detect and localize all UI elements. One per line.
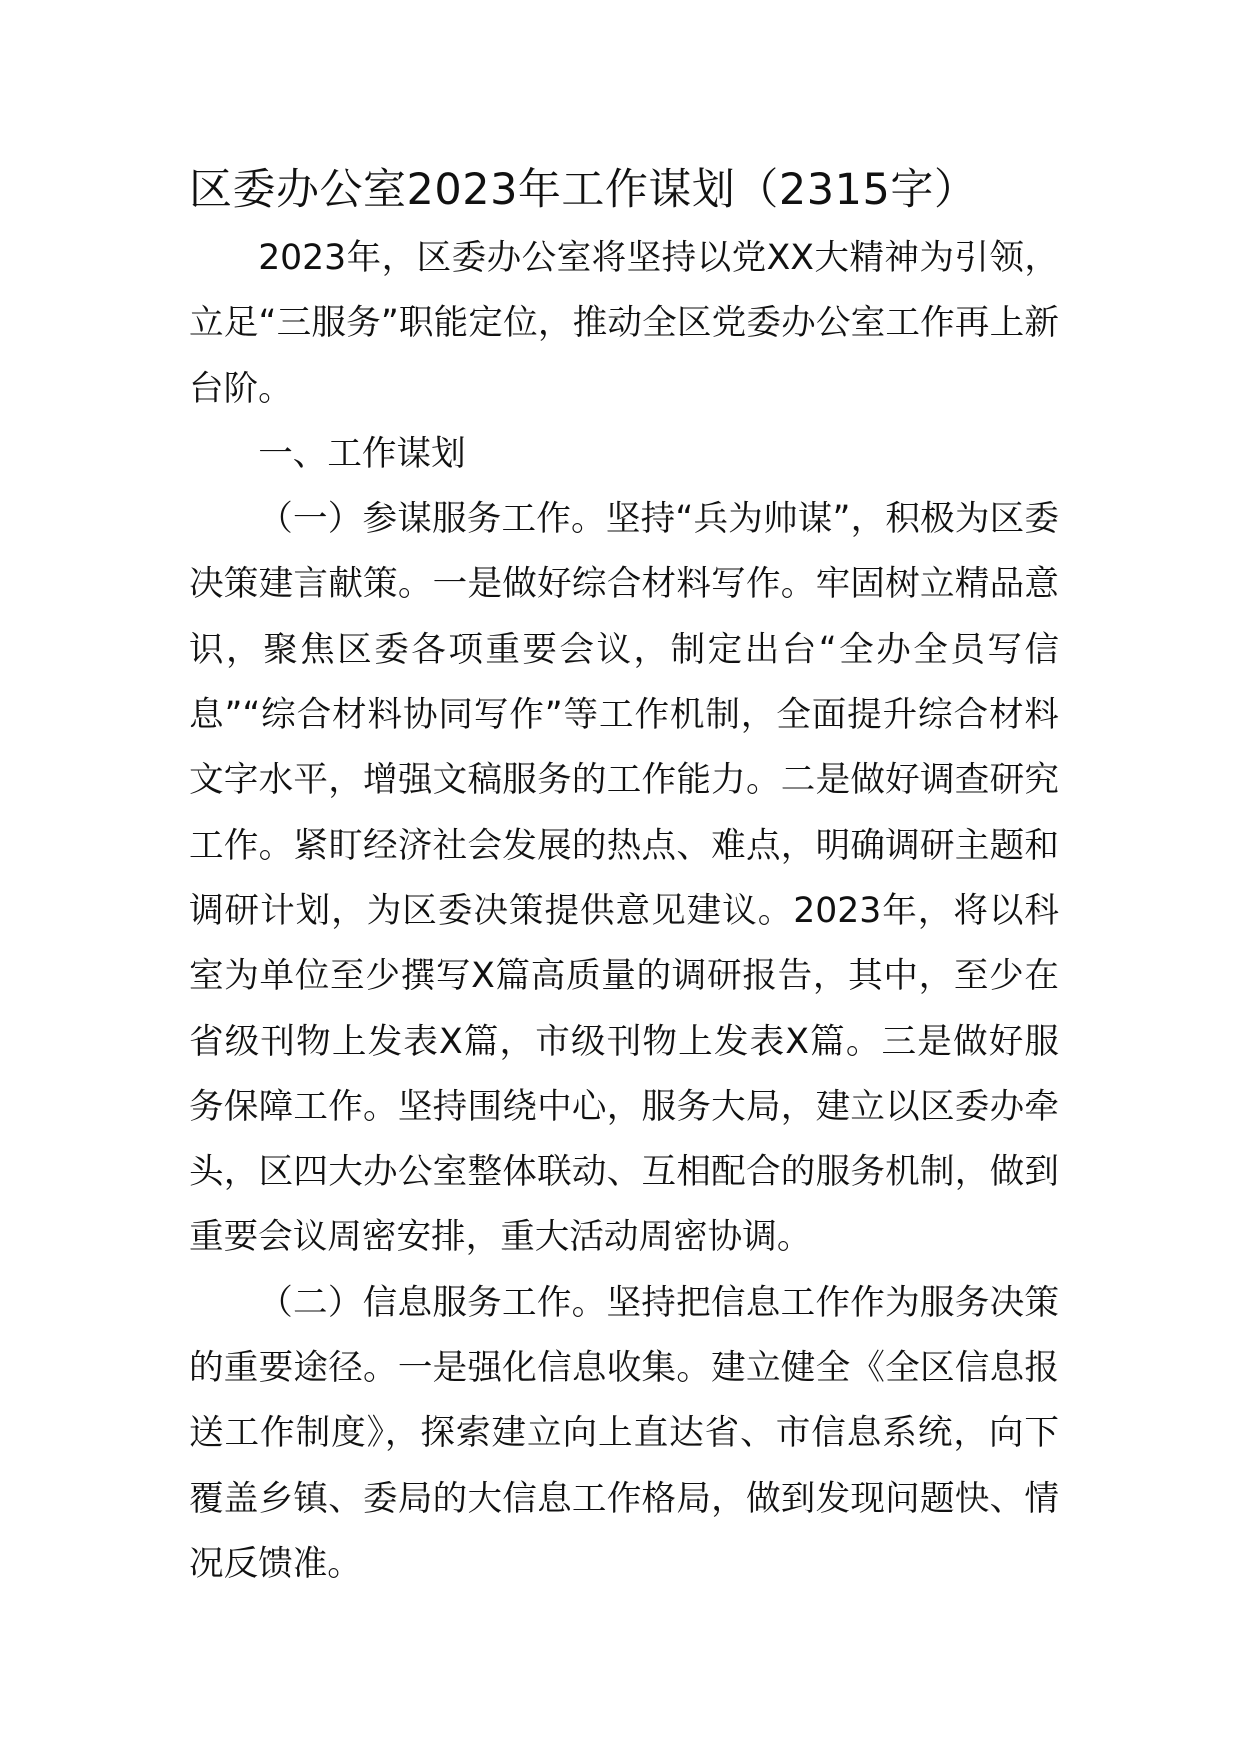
section-heading: 一、工作谋划	[258, 433, 466, 474]
document-body	[189, 158, 1059, 1597]
document-title: 区委办公室2023年工作谋划（2315字）	[189, 165, 978, 215]
intro-paragraph: 2023年，区委办公室将坚持以党XX大精神为引领，立足“三服务”职能定位，推动全区党委办公室工作再上新台阶。	[189, 238, 1059, 409]
advisory-service-paragraph: （一）参谋服务工作。坚持“兵为帅谋”，积极为区委决策建言献策。一是做好综合材料写作。牢固树立精品意识，聚焦区委各项重要会议，制定出台“全办全员写信息”“综合材料协同写作”等工作机制，全面提升综合材料文字水平，增强文稿服务的工作能力。二是做好调查研究工作。紧盯经济社会发展的热点、难点，明确调研主题和调研计划，为区委决策提供意见建议。2023年，将以科室为单位至少撰写X篇高质量的调研报告，其中，至少在省级刊物上发表X篇，市级刊物上发表X篇。三是做好服务保障工作。坚持围绕中心，服务大局，建立以区委办牵头，区四大办公室整体联动、互相配合的服务机制，做到重要会议周密安排，重大活动周密协调。	[189, 499, 1059, 1258]
information-service-paragraph: （二）信息服务工作。坚持把信息工作作为服务决策的重要途径。一是强化信息收集。建立健全《全区信息报送工作制度》，探索建立向上直达省、市信息系统，向下覆盖乡镇、委局的大信息工作格局，做到发现问题快、情况反馈准。	[189, 1282, 1059, 1584]
